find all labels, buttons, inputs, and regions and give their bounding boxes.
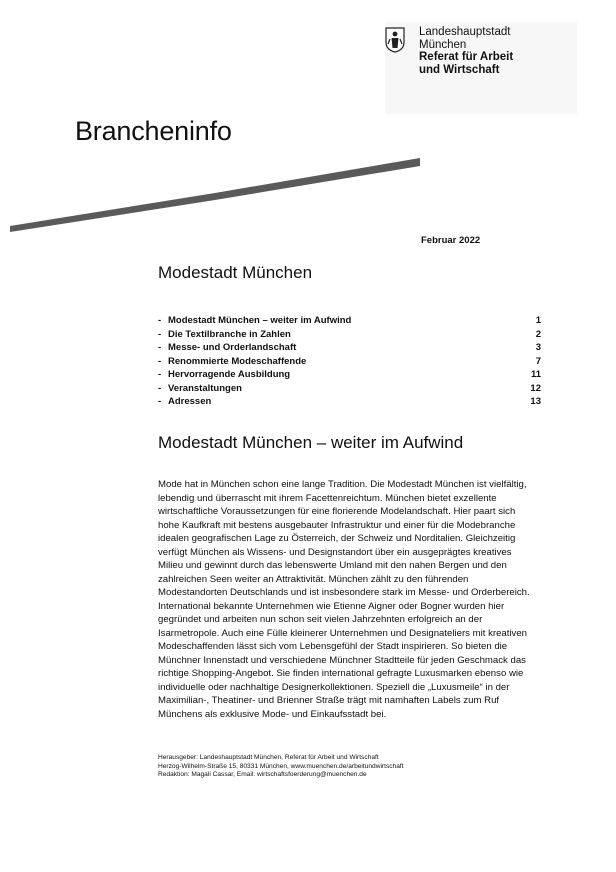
toc-label: Die Textilbranche in Zahlen [168, 328, 291, 340]
publication-date: Februar 2022 [421, 235, 481, 246]
toc-page: 2 [535, 328, 541, 340]
toc-page: 11 [530, 369, 541, 380]
toc-bullet: - [158, 382, 162, 394]
imprint [158, 754, 404, 780]
toc-page: 12 [530, 382, 541, 394]
toc-item[interactable] [158, 395, 541, 409]
toc-label: Adressen [168, 396, 212, 407]
toc-label: Modestadt München – weiter im Aufwind [168, 315, 352, 326]
toc-label: Renommierte Modeschaffende [168, 355, 307, 367]
toc-item[interactable] [158, 328, 541, 342]
article-title: Modestadt München – weiter im Aufwind [158, 433, 464, 452]
section-title: Modestadt München [158, 263, 313, 282]
imprint-address: Herzog-Wilhelm-Straße 15, 80331 München, www.muenchen.de/arbeitundwirtschaft [158, 762, 404, 770]
toc-item[interactable] [158, 355, 541, 369]
organization-name [419, 26, 513, 76]
imprint-publisher: Herausgeber: Landeshauptstadt München, Referat für Arbeit und Wirtschaft [158, 754, 379, 761]
toc-bullet: - [158, 355, 162, 367]
toc-label: Veranstaltungen [168, 382, 242, 394]
toc-item[interactable] [158, 368, 541, 382]
toc-page: 1 [535, 315, 541, 326]
toc-bullet: - [158, 315, 162, 326]
toc-page: 7 [535, 355, 541, 367]
article-body: Mode hat in München schon eine lange Tradition. Die Modestadt München ist vielfältig, lebendig und überrascht mit ihrem Facettenreichtum. München bietet exzellente wirtschaftliche Voraussetzungen für eine florierende Modelandschaft. Hier paart sich hohe Kaufkraft mit bestens ausgebauter Infrastruktur und einer für die Modebranche idealen geografischen Lage zu Österreich, der Schweiz und Norditalien. Gleichzeitig verfügt München als Wissens- und Designstandort über ein ausgeprägtes kreatives Milieu und gewinnt durch das lebenswerte Umland mit den nahen Bergen und den zahlreichen Seen weiter an Attraktivität. München zählt zu den führenden Modestandorten Deutschlands und ist insbesondere stark im Messe- und Orderbereich. International bekannte Unternehmen wie Etienne Aigner oder Bogner wurden hier gegründet und arbeiten nun schon seit vielen Jahrzehnten erfolgreich an der Isarmetropole. Auch eine Fülle kleinerer Unternehmen und Designateliers mit kreativen Modeschaffenden lässt sich vom Lebensgefühl der Stadt inspirieren. So bieten die Münchner Innenstadt und verschiedene Münchner Stadtteile für jeden Geschmack das richtige Shopping-Angebot. Sie finden international gefragte Luxusmarken ebenso wie individuelle oder nachhaltige Designerkollektionen. Speziell die „Luxusmeile“ in der Maximilian-, Theatiner- und Brienner Straße trägt mit namhaften Labels zum Ruf Münchens als exklusive Mode- und Einkaufsstadt bei. [158, 479, 530, 720]
toc-bullet: - [158, 342, 162, 353]
org-line-2: München [419, 38, 467, 51]
decorative-stripe [0, 150, 616, 240]
munich-crest-icon [385, 27, 405, 53]
document-title: Brancheninfo [75, 116, 232, 146]
toc-page: 13 [530, 396, 541, 407]
toc-bullet: - [158, 328, 162, 340]
imprint-editor: Redaktion: Magali Cassar, Email: wirtschaftsfoerderung@muenchen.de [158, 771, 367, 779]
toc-item[interactable] [158, 314, 541, 328]
toc-bullet: - [158, 396, 162, 407]
org-line-4: und Wirtschaft [419, 63, 500, 76]
toc-label: Hervorragende Ausbildung [168, 369, 291, 380]
toc-item[interactable] [158, 382, 541, 396]
org-line-1: Landeshauptstadt [419, 26, 511, 38]
toc-page: 3 [535, 342, 541, 353]
toc-label: Messe- und Orderlandschaft [168, 342, 297, 353]
org-line-3: Referat für Arbeit [419, 51, 514, 63]
toc-item[interactable] [158, 341, 541, 355]
toc-bullet: - [158, 369, 162, 380]
table-of-contents [158, 314, 541, 409]
